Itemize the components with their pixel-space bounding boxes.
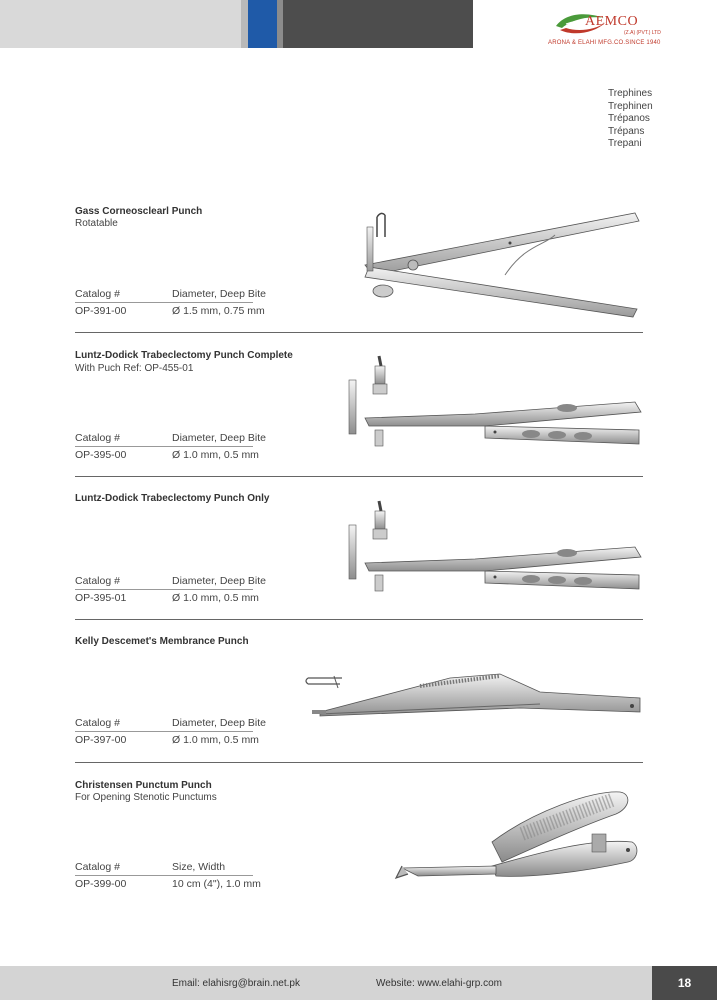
spec-value: Ø 1.5 mm, 0.75 mm: [172, 305, 265, 317]
catalog-number: OP-399-00: [75, 878, 127, 890]
catalog-number: OP-395-01: [75, 592, 127, 604]
spec-value: Ø 1.0 mm, 0.5 mm: [172, 449, 259, 461]
product-title: Gass Corneosclearl Punch: [75, 206, 203, 217]
section-divider: [75, 332, 643, 333]
footer-email[interactable]: Email: elahisrg@brain.net.pk: [172, 978, 300, 989]
brand-name: AEMCO: [585, 14, 639, 29]
section-divider: [75, 476, 643, 477]
category-item: Trephines: [608, 88, 653, 99]
spec-header: Diameter, Deep Bite: [172, 575, 266, 587]
catalog-number: OP-395-00: [75, 449, 127, 461]
category-item: Trepani: [608, 138, 642, 149]
spec-header: Diameter, Deep Bite: [172, 432, 266, 444]
christensen-punch-image: [392, 782, 647, 892]
luntz-punch-only-image: [335, 497, 645, 597]
catalog-header: Catalog #: [75, 575, 120, 587]
category-item: Trépans: [608, 125, 645, 137]
header-bar-dark: [283, 0, 473, 48]
table-rule: [75, 302, 253, 303]
kelly-punch-image: [300, 664, 645, 724]
spec-value: 10 cm (4"), 1.0 mm: [172, 878, 261, 890]
table-rule: [75, 589, 253, 590]
footer-website[interactable]: Website: www.elahi-grp.com: [376, 978, 502, 989]
category-item: Trephinen: [608, 100, 653, 112]
product-subtitle: For Opening Stenotic Punctums: [75, 792, 217, 803]
catalog-number: OP-391-00: [75, 305, 127, 317]
product-title: Christensen Punctum Punch: [75, 780, 212, 791]
header-bar-grey: [0, 0, 241, 48]
spec-header: Diameter, Deep Bite: [172, 717, 266, 729]
footer-bar: [0, 966, 717, 1000]
product-title: Kelly Descemet's Membrance Punch: [75, 636, 249, 647]
section-divider: [75, 762, 643, 763]
spec-value: Ø 1.0 mm, 0.5 mm: [172, 592, 259, 604]
spec-value: Ø 1.0 mm, 0.5 mm: [172, 734, 259, 746]
product-subtitle: With Puch Ref: OP-455-01: [75, 363, 194, 374]
catalog-header: Catalog #: [75, 861, 120, 873]
table-rule: [75, 875, 253, 876]
page-number: 18: [652, 966, 717, 1000]
catalog-header: Catalog #: [75, 717, 120, 729]
catalog-header: Catalog #: [75, 288, 120, 300]
product-title: Luntz-Dodick Trabeclectomy Punch Only: [75, 493, 270, 504]
product-subtitle: Rotatable: [75, 218, 118, 229]
spec-header: Diameter, Deep Bite: [172, 288, 266, 300]
table-rule: [75, 731, 253, 732]
catalog-number: OP-397-00: [75, 734, 127, 746]
product-title: Luntz-Dodick Trabeclectomy Punch Complete: [75, 350, 293, 361]
brand-tagline: ARONA & ELAHI MFG.CO.SINCE 1940: [548, 40, 661, 46]
table-rule: [75, 446, 253, 447]
spec-header: Size, Width: [172, 861, 226, 873]
luntz-punch-complete-image: [335, 352, 645, 452]
brand-logo: [548, 10, 674, 50]
header-bar-blue: [248, 0, 277, 48]
category-item: Trépanos: [608, 113, 650, 124]
header-separator: [241, 0, 248, 48]
catalog-header: Catalog #: [75, 432, 120, 444]
section-divider: [75, 619, 643, 620]
category-list: [608, 88, 653, 151]
gass-punch-image: [355, 205, 645, 325]
brand-subtitle: (Z.A) (PVT.) LTD: [624, 30, 661, 36]
